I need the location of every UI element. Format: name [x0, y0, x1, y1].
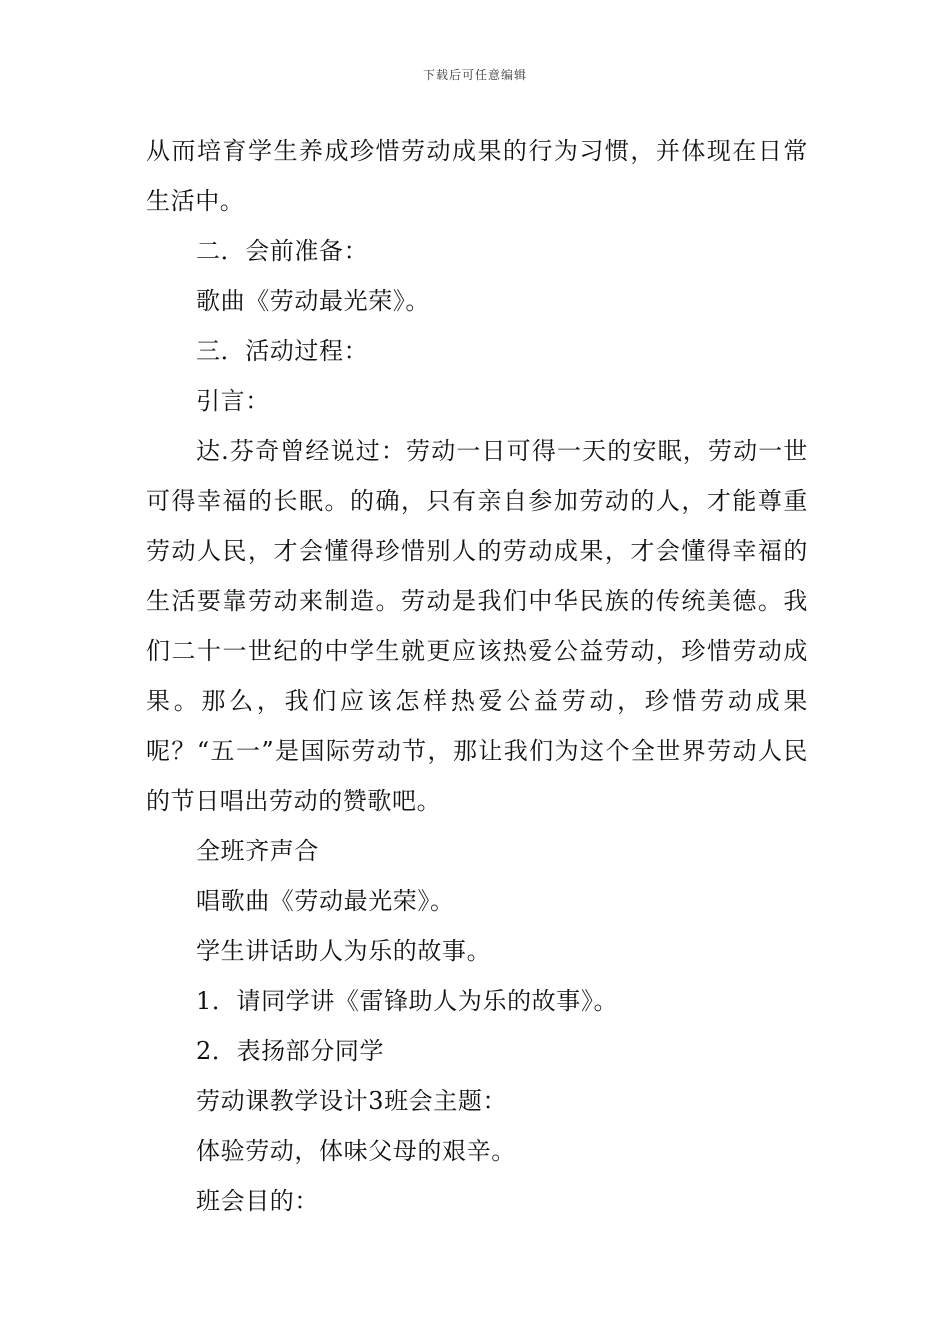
paragraph-student-talk: 学生讲话助人为乐的故事。: [196, 937, 492, 965]
paragraph-meeting-goal: 班会目的：: [196, 1187, 319, 1215]
list-item-2: 2．表扬部分同学: [196, 1037, 385, 1065]
page-header-note: 下载后可任意编辑: [422, 68, 527, 82]
paragraph-continuation: 从而培育学生养成珍惜劳动成果的行为习惯，并体现在日常生活中。: [146, 137, 808, 215]
paragraph-chorus: 全班齐声合: [196, 837, 319, 865]
paragraph-topic-body: 体验劳动，体味父母的艰辛。: [196, 1137, 516, 1165]
paragraph-song: 歌曲《劳动最光荣》。: [196, 287, 430, 315]
section-heading-process: 三．活动过程：: [196, 337, 369, 365]
paragraph-meeting-topic: 劳动课教学设计3班会主题：: [196, 1087, 508, 1115]
paragraph-sing-song: 唱歌曲《劳动最光荣》。: [196, 887, 455, 915]
list-item-1: 1．请同学讲《雷锋助人为乐的故事》。: [196, 987, 619, 1015]
paragraph-intro-body: 达.芬奇曾经说过：劳动一日可得一天的安眠，劳动一世可得幸福的长眠。的确，只有亲自参加劳动的人，才能尊重劳动人民，才会懂得珍惜别人的劳动成果，才会懂得幸福的生活要靠劳动来制造。劳动是我们中华民族的传统美德。我们二十一世纪的中学生就更应该热爱公益劳动，珍惜劳动成果。那么，我们应该怎样热爱公益劳动，珍惜劳动成果呢？“五一”是国际劳动节，那让我们为这个全世界劳动人民的节日唱出劳动的赞歌吧。: [146, 437, 808, 815]
subheading-intro: 引言：: [196, 387, 270, 415]
section-heading-preparation: 二．会前准备：: [196, 237, 369, 265]
document-body: [146, 126, 808, 1226]
